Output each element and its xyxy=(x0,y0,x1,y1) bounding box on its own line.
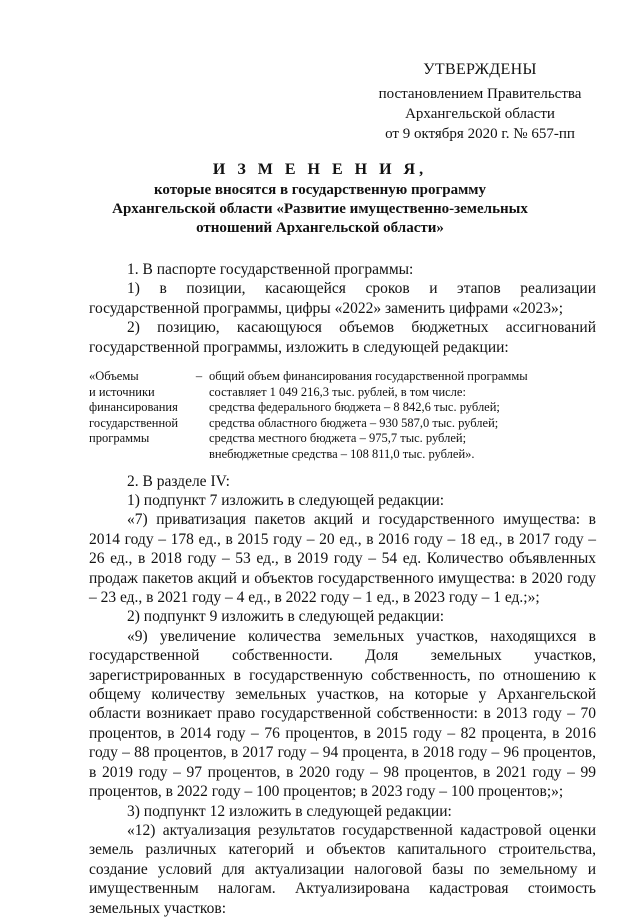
paragraph: 3) подпункт 12 изложить в следующей редакции: xyxy=(127,802,452,820)
passport-table xyxy=(89,369,596,463)
paragraph: 1) в позиции, касающейся сроков и этапов реализации государственной программы, цифры «2022» заменить цифрами «2023»; xyxy=(89,280,596,317)
document-body xyxy=(89,260,596,918)
paragraph: 2) позицию, касающуюся объемов бюджетных ассигнований государственной программы, изложить в следующей редакции: xyxy=(89,319,596,356)
quoted-paragraph: «9) увеличение количества земельных участков, находящихся в государственной собственности. Доля земельных участков, зарегистрированных в государственную собственность, по отношению к общему количеству земельных участков, на которые у Архангельской области возникает право государственной собственности: в 2013 году – 70 процентов, в 2014 году – 76 процентов, в 2015 году – 82 процента, в 2016 году – 88 процентов, в 2017 году – 94 процента, в 2018 году – 96 процентов, в 2019 году – 97 процентов, в 2020 году – 98 процентов, в 2021 году – 99 процентов, в 2022 году – 100 процентов; в 2023 году – 100 процентов;»; xyxy=(89,627,596,801)
section-heading: 1. В паспорте государственной программы: xyxy=(127,261,414,278)
passport-label: «Объемы и источники финансирования государственной программы xyxy=(89,369,179,446)
title-main: И З М Е Н Е Н И Я, xyxy=(212,161,428,178)
title-subtitle: которые вносятся в государственную программу xyxy=(153,182,487,198)
paragraph: 2) подпункт 9 изложить в следующей редакции: xyxy=(127,608,445,626)
approval-heading: УТВЕРЖДЕНЫ xyxy=(423,61,537,78)
title-subtitle: Архангельской области «Развитие имущественно-земельных xyxy=(112,201,528,217)
approval-stamp xyxy=(360,60,600,144)
quoted-paragraph: «7) приватизация пакетов акций и государственного имущества: в 2014 году – 178 ед., в 2015 году – 20 ед., в 2016 году – 18 ед., в 2017 году – 26 ед., в 2018 году – 53 ед., в 2019 году – 54 ед. Количество объявленных продаж пакетов акций и объектов государственного имущества: в 2020 году – 23 ед., в 2021 году – 4 ед., в 2022 году – 1 ед., в 2023 году – 1 ед.;»; xyxy=(89,511,596,607)
approval-line: Архангельской области xyxy=(405,106,555,122)
approval-line: от 9 октября 2020 г. № 657-пп xyxy=(385,126,575,142)
quoted-paragraph: «12) актуализация результатов государственной кадастровой оценки земель различных категорий и объектов капитального строительства, создание условий для актуализации налоговой базы по земельному и имущественным налогам. Актуализирована кадастровая стоимость земельных участков: xyxy=(89,821,596,917)
approval-line: постановлением Правительства xyxy=(378,86,582,102)
passport-dash: – xyxy=(195,369,203,384)
title-subtitle: отношений Архангельской области» xyxy=(196,220,444,236)
document-title xyxy=(80,160,560,238)
passport-text: общий объем финансирования государственной программы составляет 1 049 216,3 тыс. рублей, в том числе: средства федерального бюджета – 8 842,6 тыс. рублей; средства областного бюджета – 930 587,0 тыс. рублей; средства местного бюджета – 975,7 тыс. рублей; внебюджетные средства – 108 811,0 тыс. рублей». xyxy=(209,369,528,461)
section-heading: 2. В разделе IV: xyxy=(127,472,230,490)
paragraph: 1) подпункт 7 изложить в следующей редакции: xyxy=(127,492,445,509)
